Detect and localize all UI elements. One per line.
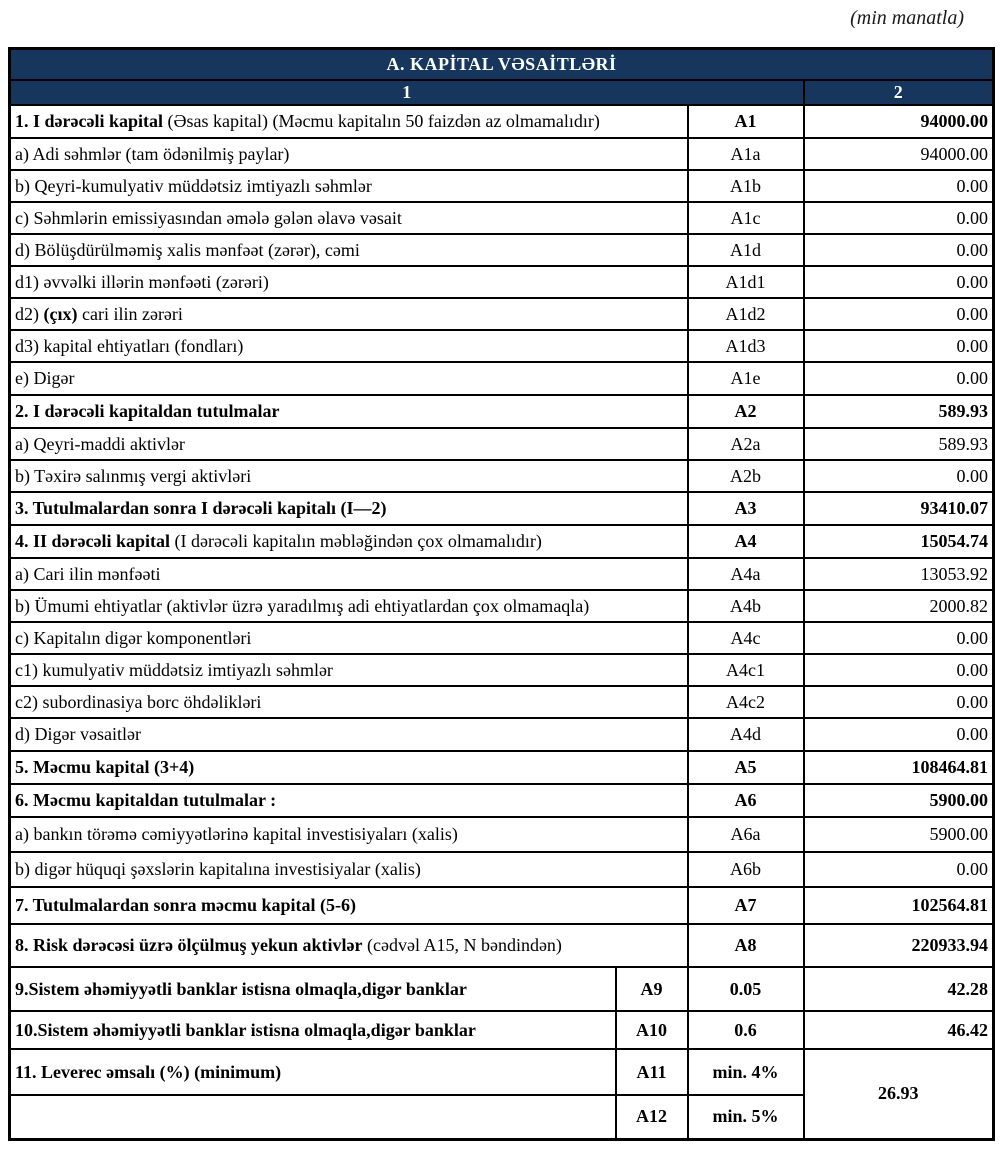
row-value: 13053.92 <box>804 558 994 590</box>
table-row <box>10 330 994 362</box>
table-row <box>10 492 994 525</box>
row-label <box>10 718 688 751</box>
table-row <box>10 817 994 852</box>
row-code: A1b <box>688 170 804 202</box>
row-code: A4c2 <box>688 686 804 718</box>
table-row <box>10 622 994 654</box>
row-code: A4a <box>688 558 804 590</box>
table-row <box>10 362 994 395</box>
row-label-part: d2) <box>15 303 44 324</box>
capital-table <box>8 47 995 1141</box>
row-label-part: a) bankın törəmə cəmiyyətlərinə kapital investisiyaları (xalis) <box>15 824 458 845</box>
row-label-bold-part: 4. II dərəcəli kapital <box>15 531 170 552</box>
row-label <box>10 266 688 298</box>
row-label: 11. Leverec əmsalı (%) (minimum) <box>10 1049 616 1095</box>
row-code: A6a <box>688 817 804 852</box>
row-label-part: a) Cari ilin mənfəəti <box>15 563 161 584</box>
row-code: A3 <box>688 492 804 525</box>
row-code: A2 <box>688 395 804 428</box>
table-row <box>10 234 994 266</box>
row-code: A11 <box>616 1049 688 1095</box>
row-label-part: c1) kumulyativ müddətsiz imtiyazlı səhmlər <box>15 659 333 680</box>
row-label: 9.Sistem əhəmiyyətli banklar istisna olmaqla,digər banklar <box>10 967 616 1011</box>
row-label-part: e) Digər <box>15 368 75 389</box>
row-code: A6b <box>688 852 804 887</box>
units-note: (min manatla) <box>850 7 964 29</box>
column-header-1: 1 <box>10 80 804 105</box>
table-row <box>10 718 994 751</box>
table-row <box>10 1049 994 1095</box>
row-label <box>10 887 688 924</box>
table-row <box>10 852 994 887</box>
row-code: A4c <box>688 622 804 654</box>
table-row <box>10 558 994 590</box>
row-value: 0.00 <box>804 362 994 395</box>
row-code: A4c1 <box>688 654 804 686</box>
row-code: A12 <box>616 1095 688 1139</box>
row-label <box>10 558 688 590</box>
table-row <box>10 138 994 170</box>
row-value: 2000.82 <box>804 590 994 622</box>
table-row <box>10 298 994 330</box>
row-label-bold-part: 8. Risk dərəcəsi üzrə ölçülmuş yekun aktivlər <box>15 935 363 956</box>
table-row <box>10 395 994 428</box>
row-value: 102564.81 <box>804 887 994 924</box>
row-value: 94000.00 <box>804 138 994 170</box>
row-code: A2a <box>688 428 804 460</box>
row-label-part: b) Ümumi ehtiyatlar (aktivlər üzrə yaradılmış adi ehtiyatlardan çox olmamaqla) <box>15 595 590 616</box>
row-label-part: d) Bölüşdürülməmiş xalis mənfəət (zərər), cəmi <box>15 239 360 260</box>
row-code: A1a <box>688 138 804 170</box>
table-row <box>10 202 994 234</box>
row-code: A4d <box>688 718 804 751</box>
table-row <box>10 924 994 967</box>
table-row <box>10 887 994 924</box>
row-value: 0.00 <box>804 460 994 492</box>
row-code: A2b <box>688 460 804 492</box>
row-label-bold-part: 7. Tutulmalardan sonra məcmu kapital (5-6) <box>15 895 357 916</box>
row-code: A1d <box>688 234 804 266</box>
row-label <box>10 428 688 460</box>
row-label-part: b) digər hüquqi şəxslərin kapitalına investisiyalar (xalis) <box>15 859 421 880</box>
row-label: 10.Sistem əhəmiyyətli banklar istisna olmaqla,digər banklar <box>10 1011 616 1049</box>
row-label <box>10 751 688 784</box>
row-label <box>10 1095 616 1139</box>
row-label-bold-part: 6. Məcmu kapitaldan tutulmalar : <box>15 790 277 811</box>
row-label-part: a) Adi səhmlər (tam ödənilmiş paylar) <box>15 143 290 164</box>
row-label-part: (cədvəl A15, N bəndindən) <box>362 935 562 956</box>
row-label-part: (Əsas kapital) (Məcmu kapitalın 50 faizdən az olmamalıdır) <box>162 111 600 132</box>
row-label <box>10 784 688 817</box>
row-label-bold-part: 5. Məcmu kapital (3+4) <box>15 757 195 778</box>
row-value: 0.00 <box>804 330 994 362</box>
row-label <box>10 654 688 686</box>
row-value: 0.00 <box>804 852 994 887</box>
row-code: A6 <box>688 784 804 817</box>
row-code: A9 <box>616 967 688 1011</box>
row-label <box>10 924 688 967</box>
table-row <box>10 105 994 138</box>
row-label-part: cari ilin zərəri <box>77 303 183 324</box>
row-label-part: c) Səhmlərin emissiyasından əmələ gələn əlavə vəsait <box>15 207 402 228</box>
row-value: 5900.00 <box>804 784 994 817</box>
table-row <box>10 590 994 622</box>
row-value: 93410.07 <box>804 492 994 525</box>
table-row <box>10 525 994 558</box>
row-value: 0.00 <box>804 266 994 298</box>
row-value: 589.93 <box>804 428 994 460</box>
row-label <box>10 234 688 266</box>
row-label <box>10 525 688 558</box>
row-label <box>10 105 688 138</box>
row-value: 0.00 <box>804 622 994 654</box>
row-code: A5 <box>688 751 804 784</box>
row-code: A1d2 <box>688 298 804 330</box>
row-label-part: c) Kapitalın digər komponentləri <box>15 627 252 648</box>
row-label <box>10 686 688 718</box>
table-row <box>10 266 994 298</box>
row-code: A4 <box>688 525 804 558</box>
row-label-part: a) Qeyri-maddi aktivlər <box>15 433 185 454</box>
row-code: A7 <box>688 887 804 924</box>
row-label-part: b) Təxirə salınmış vergi aktivləri <box>15 465 252 486</box>
row-code: A1c <box>688 202 804 234</box>
row-value: 0.00 <box>804 686 994 718</box>
table-row <box>10 428 994 460</box>
row-label-bold-part: (çıx) <box>43 303 78 324</box>
row-label <box>10 622 688 654</box>
row-code: A1 <box>688 105 804 138</box>
row-code: A10 <box>616 1011 688 1049</box>
row-code: A1d1 <box>688 266 804 298</box>
table-row <box>10 784 994 817</box>
row-label <box>10 170 688 202</box>
table-row <box>10 751 994 784</box>
row-label <box>10 590 688 622</box>
row-label-part: (I dərəcəli kapitalın məbləğindən çox olmamalıdır) <box>170 531 542 552</box>
row-label-bold-part: 1. I dərəcəli kapital <box>15 111 163 132</box>
row-value: 5900.00 <box>804 817 994 852</box>
row-value: 0.00 <box>804 170 994 202</box>
row-value: 46.42 <box>804 1011 994 1049</box>
row-value: 0.00 <box>804 718 994 751</box>
row-value: 0.00 <box>804 234 994 266</box>
row-ratio: min. 4% <box>688 1049 804 1095</box>
row-code: A4b <box>688 590 804 622</box>
row-label <box>10 138 688 170</box>
table-row <box>10 1011 994 1049</box>
row-label <box>10 395 688 428</box>
row-value: 26.93 <box>804 1049 994 1139</box>
row-label <box>10 330 688 362</box>
row-label-bold-part: 3. Tutulmalardan sonra I dərəcəli kapitalı (I—2) <box>15 498 387 519</box>
row-value: 589.93 <box>804 395 994 428</box>
row-ratio: 0.6 <box>688 1011 804 1049</box>
row-label-part: b) Qeyri-kumulyativ müddətsiz imtiyazlı səhmlər <box>15 175 372 196</box>
row-label-part: d3) kapital ehtiyatları (fondları) <box>15 335 244 356</box>
row-value: 94000.00 <box>804 105 994 138</box>
table-row <box>10 460 994 492</box>
table-body <box>10 105 994 1139</box>
table-row <box>10 170 994 202</box>
row-label <box>10 362 688 395</box>
table-row <box>10 654 994 686</box>
table-row <box>10 967 994 1011</box>
row-value: 0.00 <box>804 298 994 330</box>
row-label <box>10 460 688 492</box>
row-label-part: c2) subordinasiya borc öhdəlikləri <box>15 691 262 712</box>
row-label-bold-part: 2. I dərəcəli kapitaldan tutulmalar <box>15 401 280 422</box>
row-label <box>10 202 688 234</box>
table-row <box>10 686 994 718</box>
row-value: 0.00 <box>804 654 994 686</box>
row-ratio: 0.05 <box>688 967 804 1011</box>
row-label <box>10 492 688 525</box>
row-code: A1e <box>688 362 804 395</box>
row-value: 0.00 <box>804 202 994 234</box>
row-code: A8 <box>688 924 804 967</box>
row-label-part: d1) əvvəlki illərin mənfəəti (zərəri) <box>15 271 269 292</box>
row-ratio: min. 5% <box>688 1095 804 1139</box>
row-label <box>10 817 688 852</box>
row-value: 42.28 <box>804 967 994 1011</box>
row-code: A1d3 <box>688 330 804 362</box>
row-label-part: d) Digər vəsaitlər <box>15 724 141 745</box>
row-value: 220933.94 <box>804 924 994 967</box>
row-label <box>10 298 688 330</box>
row-value: 15054.74 <box>804 525 994 558</box>
column-header-2: 2 <box>804 80 994 105</box>
row-value: 108464.81 <box>804 751 994 784</box>
row-label <box>10 852 688 887</box>
table-title: A. KAPİTAL VƏSAİTLƏRİ <box>10 49 994 81</box>
